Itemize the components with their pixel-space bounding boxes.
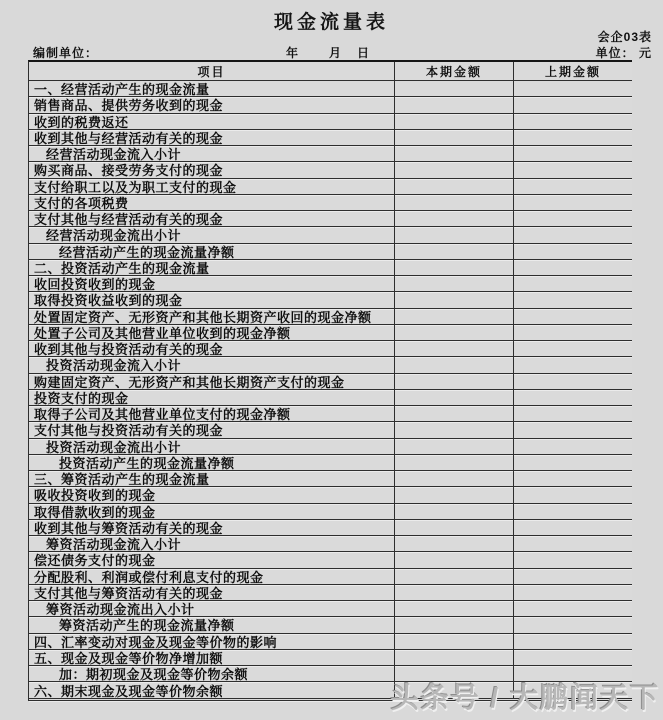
table-row bbox=[29, 601, 632, 617]
current-period-amount-cell bbox=[395, 162, 514, 177]
row-item-label: 三、筹资活动产生的现金流量 bbox=[29, 471, 395, 486]
prior-period-amount-cell bbox=[514, 97, 632, 112]
table-row bbox=[29, 390, 632, 406]
prior-period-amount-cell bbox=[514, 422, 632, 437]
prior-period-amount-cell bbox=[514, 146, 632, 161]
row-item-label: 处置固定资产、无形资产和其他长期资产收回的现金净额 bbox=[29, 309, 395, 324]
table-row bbox=[29, 292, 632, 308]
row-item-label: 取得子公司及其他营业单位支付的现金净额 bbox=[29, 406, 395, 421]
table-row bbox=[29, 130, 632, 146]
row-item-label: 筹资活动现金流入小计 bbox=[29, 536, 395, 551]
table-row bbox=[29, 422, 632, 438]
table-row bbox=[29, 114, 632, 130]
prior-period-amount-cell bbox=[514, 114, 632, 129]
table-row bbox=[29, 634, 632, 650]
row-item-label: 购买商品、接受劳务支付的现金 bbox=[29, 162, 395, 177]
current-period-amount-cell bbox=[395, 227, 514, 242]
row-item-label: 支付其他与经营活动有关的现金 bbox=[29, 211, 395, 226]
row-item-label: 投资支付的现金 bbox=[29, 390, 395, 405]
form-info-row bbox=[33, 44, 652, 59]
row-item-label: 吸收投资收到的现金 bbox=[29, 487, 395, 502]
page-title: 现金流量表 bbox=[273, 12, 389, 33]
prior-period-amount-cell bbox=[514, 81, 632, 96]
prior-period-amount-cell bbox=[514, 617, 632, 632]
row-item-label: 收到其他与筹资活动有关的现金 bbox=[29, 520, 395, 535]
date-fields bbox=[286, 44, 370, 61]
table-row bbox=[29, 374, 632, 390]
prior-period-amount-cell bbox=[514, 650, 632, 665]
row-item-label: 筹资活动现金流出入小计 bbox=[29, 601, 395, 616]
current-period-amount-cell bbox=[395, 97, 514, 112]
prior-period-amount-cell bbox=[514, 504, 632, 519]
row-item-label: 支付其他与筹资活动有关的现金 bbox=[29, 585, 395, 600]
table-row bbox=[29, 617, 632, 633]
current-period-amount-cell bbox=[395, 341, 514, 356]
table-row bbox=[29, 341, 632, 357]
column-header-current-period: 本期金额 bbox=[395, 62, 514, 80]
row-item-label: 分配股利、利润或偿付利息支付的现金 bbox=[29, 569, 395, 584]
prior-period-amount-cell bbox=[514, 585, 632, 600]
row-item-label: 销售商品、提供劳务收到的现金 bbox=[29, 97, 395, 112]
current-period-amount-cell bbox=[395, 276, 514, 291]
table-row bbox=[29, 585, 632, 601]
table-row bbox=[29, 650, 632, 666]
prior-period-amount-cell bbox=[514, 260, 632, 275]
row-item-label: 筹资活动产生的现金流量净额 bbox=[29, 617, 395, 632]
row-item-label: 取得投资收益收到的现金 bbox=[29, 292, 395, 307]
current-period-amount-cell bbox=[395, 325, 514, 340]
table-row bbox=[29, 455, 632, 471]
prior-period-amount-cell bbox=[514, 634, 632, 649]
table-row bbox=[29, 146, 632, 162]
current-period-amount-cell bbox=[395, 585, 514, 600]
table-row bbox=[29, 276, 632, 292]
table-row bbox=[29, 309, 632, 325]
current-period-amount-cell bbox=[395, 471, 514, 486]
table-row bbox=[29, 536, 632, 552]
prior-period-amount-cell bbox=[514, 292, 632, 307]
prior-period-amount-cell bbox=[514, 487, 632, 502]
current-period-amount-cell bbox=[395, 569, 514, 584]
current-period-amount-cell bbox=[395, 357, 514, 372]
prior-period-amount-cell bbox=[514, 244, 632, 259]
year-label: 年 bbox=[286, 46, 300, 60]
watermark-text: 头条号 / 大鹏闻天下 bbox=[390, 682, 660, 713]
prior-period-amount-cell bbox=[514, 325, 632, 340]
current-period-amount-cell bbox=[395, 634, 514, 649]
current-period-amount-cell bbox=[395, 114, 514, 129]
prior-period-amount-cell bbox=[514, 536, 632, 551]
current-period-amount-cell bbox=[395, 422, 514, 437]
current-period-amount-cell bbox=[395, 406, 514, 421]
prior-period-amount-cell bbox=[514, 357, 632, 372]
current-period-amount-cell bbox=[395, 244, 514, 259]
table-row bbox=[29, 260, 632, 276]
current-period-amount-cell bbox=[395, 179, 514, 194]
table-row bbox=[29, 325, 632, 341]
current-period-amount-cell bbox=[395, 536, 514, 551]
prior-period-amount-cell bbox=[514, 520, 632, 535]
month-label: 月 bbox=[329, 46, 343, 60]
row-item-label: 投资活动现金流出小计 bbox=[29, 439, 395, 454]
current-period-amount-cell bbox=[395, 211, 514, 226]
prior-period-amount-cell bbox=[514, 211, 632, 226]
row-item-label: 经营活动现金流出小计 bbox=[29, 227, 395, 242]
row-item-label: 偿还债务支付的现金 bbox=[29, 552, 395, 567]
row-item-label: 经营活动产生的现金流量净额 bbox=[29, 244, 395, 259]
prior-period-amount-cell bbox=[514, 276, 632, 291]
table-row bbox=[29, 520, 632, 536]
day-label: 日 bbox=[357, 46, 371, 60]
table-row bbox=[29, 487, 632, 503]
table-header-row bbox=[29, 62, 632, 81]
row-item-label: 加：期初现金及现金等价物余额 bbox=[29, 666, 395, 681]
table-row bbox=[29, 195, 632, 211]
prior-period-amount-cell bbox=[514, 162, 632, 177]
current-period-amount-cell bbox=[395, 552, 514, 567]
table-row bbox=[29, 244, 632, 260]
current-period-amount-cell bbox=[395, 260, 514, 275]
prior-period-amount-cell bbox=[514, 179, 632, 194]
current-period-amount-cell bbox=[395, 439, 514, 454]
row-item-label: 一、经营活动产生的现金流量 bbox=[29, 81, 395, 96]
prior-period-amount-cell bbox=[514, 601, 632, 616]
table-row bbox=[29, 504, 632, 520]
current-period-amount-cell bbox=[395, 374, 514, 389]
current-period-amount-cell bbox=[395, 146, 514, 161]
form-code-label: 会企03表 bbox=[597, 30, 652, 44]
row-item-label: 投资活动产生的现金流量净额 bbox=[29, 455, 395, 470]
row-item-label: 取得借款收到的现金 bbox=[29, 504, 395, 519]
current-period-amount-cell bbox=[395, 81, 514, 96]
row-item-label: 收到其他与投资活动有关的现金 bbox=[29, 341, 395, 356]
unit-label: 单位： 元 bbox=[595, 46, 652, 60]
current-period-amount-cell bbox=[395, 390, 514, 405]
table-row bbox=[29, 406, 632, 422]
row-item-label: 二、投资活动产生的现金流量 bbox=[29, 260, 395, 275]
cash-flow-table bbox=[28, 60, 632, 701]
table-row bbox=[29, 552, 632, 568]
row-item-label: 收回投资收到的现金 bbox=[29, 276, 395, 291]
current-period-amount-cell bbox=[395, 130, 514, 145]
table-body bbox=[29, 81, 632, 701]
current-period-amount-cell bbox=[395, 504, 514, 519]
prior-period-amount-cell bbox=[514, 390, 632, 405]
row-item-label: 六、期末现金及现金等价物余额 bbox=[29, 682, 395, 698]
current-period-amount-cell bbox=[395, 601, 514, 616]
prior-period-amount-cell bbox=[514, 227, 632, 242]
row-item-label: 支付的各项税费 bbox=[29, 195, 395, 210]
row-item-label: 购建固定资产、无形资产和其他长期资产支付的现金 bbox=[29, 374, 395, 389]
prior-period-amount-cell bbox=[514, 195, 632, 210]
prior-period-amount-cell bbox=[514, 455, 632, 470]
table-row bbox=[29, 81, 632, 97]
row-item-label: 支付给职工以及为职工支付的现金 bbox=[29, 179, 395, 194]
current-period-amount-cell bbox=[395, 487, 514, 502]
current-period-amount-cell bbox=[395, 195, 514, 210]
current-period-amount-cell bbox=[395, 650, 514, 665]
row-item-label: 五、现金及现金等价物净增加额 bbox=[29, 650, 395, 665]
current-period-amount-cell bbox=[395, 520, 514, 535]
table-row bbox=[29, 227, 632, 243]
table-row bbox=[29, 439, 632, 455]
current-period-amount-cell bbox=[395, 455, 514, 470]
prior-period-amount-cell bbox=[514, 374, 632, 389]
row-item-label: 四、汇率变动对现金及现金等价物的影响 bbox=[29, 634, 395, 649]
row-item-label: 收到其他与经营活动有关的现金 bbox=[29, 130, 395, 145]
table-row bbox=[29, 471, 632, 487]
table-row bbox=[29, 569, 632, 585]
table-row bbox=[29, 97, 632, 113]
row-item-label: 收到的税费返还 bbox=[29, 114, 395, 129]
prior-period-amount-cell bbox=[514, 130, 632, 145]
current-period-amount-cell bbox=[395, 309, 514, 324]
table-row bbox=[29, 162, 632, 178]
row-item-label: 支付其他与投资活动有关的现金 bbox=[29, 422, 395, 437]
column-header-item: 项目 bbox=[29, 62, 395, 80]
prepared-by-label: 编制单位： bbox=[33, 46, 99, 60]
current-period-amount-cell bbox=[395, 292, 514, 307]
table-row bbox=[29, 357, 632, 373]
prior-period-amount-cell bbox=[514, 309, 632, 324]
column-header-prior-period: 上期金额 bbox=[544, 64, 601, 79]
prior-period-amount-cell bbox=[514, 406, 632, 421]
row-item-label: 处置子公司及其他营业单位收到的现金净额 bbox=[29, 325, 395, 340]
row-item-label: 投资活动现金流入小计 bbox=[29, 357, 395, 372]
prior-period-amount-cell bbox=[514, 439, 632, 454]
row-item-label: 经营活动现金流入小计 bbox=[29, 146, 395, 161]
table-row bbox=[29, 211, 632, 227]
prior-period-amount-cell bbox=[514, 471, 632, 486]
current-period-amount-cell bbox=[395, 617, 514, 632]
prior-period-amount-cell bbox=[514, 552, 632, 567]
prior-period-amount-cell bbox=[514, 569, 632, 584]
table-row bbox=[29, 179, 632, 195]
prior-period-amount-cell bbox=[514, 341, 632, 356]
